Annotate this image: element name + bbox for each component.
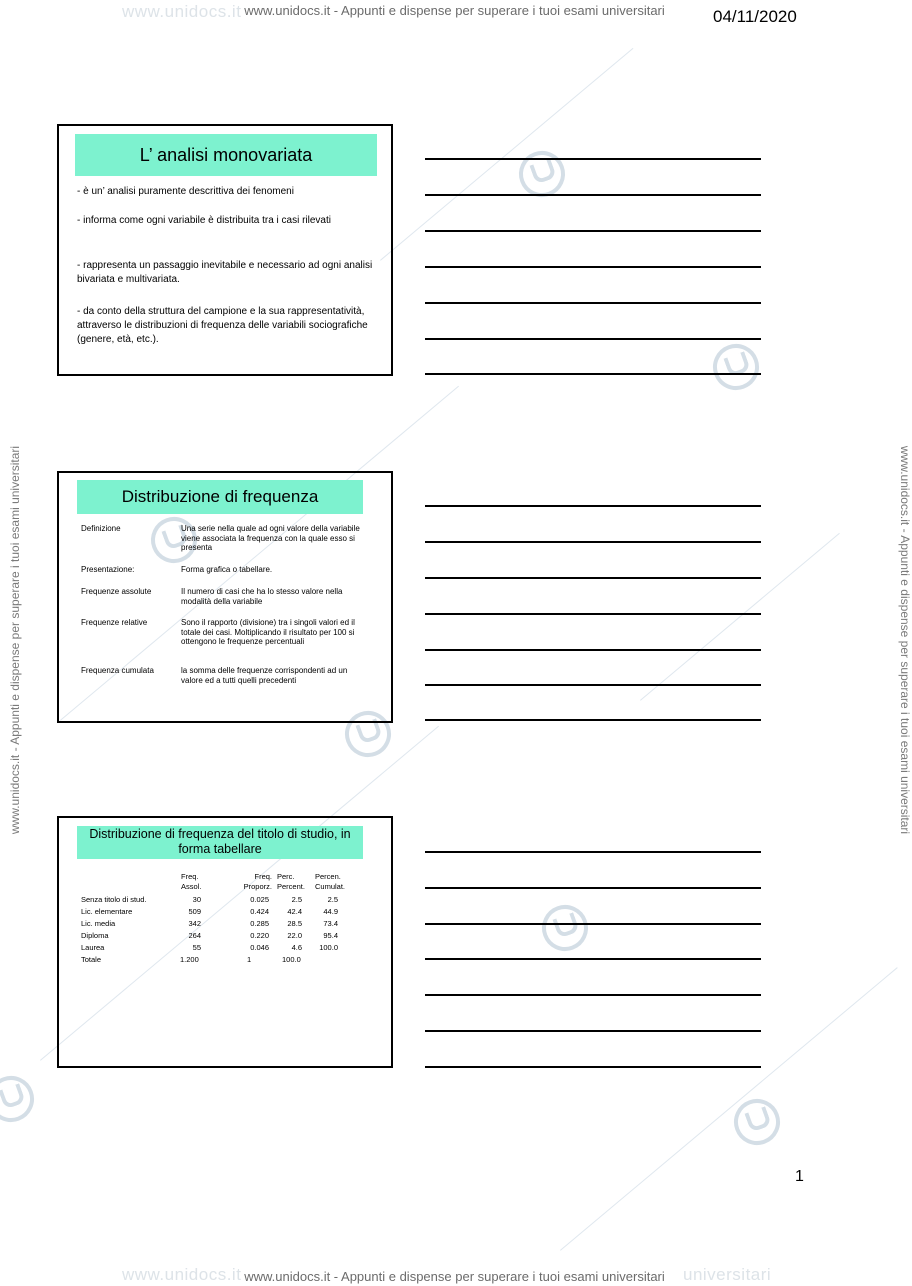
header-line: Perc. [277,872,295,881]
note-line [425,613,761,615]
note-line [425,158,761,160]
note-line [425,541,761,543]
header-line: Freq. [181,872,199,881]
cell-perc: 28.5 [287,919,302,928]
cell-perc: 22.0 [287,931,302,940]
note-line [425,851,761,853]
note-line [425,719,761,721]
watermark-logo-icon [707,338,766,397]
header-line: Assol. [181,882,202,891]
row-label: Senza titolo di stud. [81,895,147,904]
definition-term: Frequenze assolute [81,587,152,596]
definition-term: Frequenze relative [81,618,148,627]
cell-abs: 509 [188,907,201,916]
cell-perc: 2.5 [291,895,302,904]
watermark-line [640,533,840,701]
watermark-header: www.unidocs.it - Appunti e dispense per superare i tuoi esami universitari [244,3,665,18]
slide-3 [57,816,393,1068]
note-line [425,373,761,375]
watermark-side-right: www.unidocs.it - Appunti e dispense per superare i tuoi esami universitari [898,445,912,835]
cell-prop: 0.424 [250,907,269,916]
cell-prop: 0.046 [250,943,269,952]
note-line [425,230,761,232]
row-label: Diploma [81,931,109,940]
cell-perc: 42.4 [287,907,302,916]
page-number: 1 [795,1168,804,1185]
slide-2-title: Distribuzione di frequenza [77,480,363,514]
note-line [425,266,761,268]
cell-cum: 44.9 [323,907,338,916]
note-line [425,577,761,579]
watermark-ghost: www.unidocs.it [122,1265,242,1284]
cell-abs: 30 [192,895,201,904]
cell-cum: 95.4 [323,931,338,940]
row-label: Totale [81,955,102,964]
watermark-footer: www.unidocs.it - Appunti e dispense per superare i tuoi esami universitari [244,1269,665,1284]
definition-text: Una serie nella quale ad ogni valore della variabile viene associata la frequenza con la quale esso si presenta [181,524,360,552]
bullet-item: - informa come ogni variabile è distribuita tra i casi rilevati [77,215,331,226]
table-header [277,872,305,892]
note-line [425,505,761,507]
cell-prop: 0.285 [250,919,269,928]
note-line [425,338,761,340]
watermark-line [560,967,898,1251]
note-line [425,649,761,651]
definition-text: la somma delle frequenze corrispondenti ad un valore ed a tutti quelli precedenti [181,666,348,685]
watermark-logo-icon [536,899,595,958]
header-line: Percen. [315,872,341,881]
note-line [425,194,761,196]
header-line: Percent. [277,882,305,891]
cell-abs: 55 [192,943,201,952]
cell-abs: 342 [188,919,201,928]
slide-1-title: L’ analisi monovariata [75,134,377,176]
cell-cum: 73.4 [323,919,338,928]
cell-cum: 100.0 [319,943,338,952]
note-line [425,1030,761,1032]
header-line: Proporz. [243,882,272,891]
row-label: Laurea [81,943,105,952]
cell-prop: 0.025 [250,895,269,904]
cell-prop: 1 [247,955,252,964]
watermark-side-left: www.unidocs.it - Appunti e dispense per superare i tuoi esami universitari [8,445,22,835]
definition-text: Forma grafica o tabellare. [181,565,273,574]
definition-text: Sono il rapporto (divisione) tra i singoli valori ed il totale dei casi. Moltiplicando il risultato per 100 si ottengono le frequenze percentuali [181,618,355,646]
slide-2 [57,471,393,723]
print-date: 04/11/2020 [713,7,797,26]
row-label: Lic. media [81,919,116,928]
definition-text: Il numero di casi che ha lo stesso valore nella modalità della variabile [181,587,343,606]
table-header [234,872,272,892]
watermark-ghost: universitari [683,1265,772,1284]
header-line: Cumulat. [315,882,346,891]
cell-abs: 264 [188,931,201,940]
note-line [425,958,761,960]
watermark-logo-icon [0,1070,40,1129]
note-line [425,302,761,304]
cell-perc: 4.6 [291,943,302,952]
watermark-ghost: www.unidocs.it [122,2,242,21]
bullet-item: - rappresenta un passaggio inevitabile e necessario ad ogni analisi bivariata e multivariata. [77,260,373,285]
table-header [315,872,345,892]
note-line [425,923,761,925]
cell-cum: 2.5 [327,895,338,904]
note-line [425,1066,761,1068]
slide-3-title: Distribuzione di frequenza del titolo di studio, in forma tabellare [77,826,363,859]
note-line [425,994,761,996]
header-line: Freq. [254,872,272,881]
definition-term: Definizione [81,524,121,533]
slide-1 [57,124,393,376]
bullet-item: - è un’ analisi puramente descrittiva dei fenomeni [77,186,294,197]
table-header [181,872,201,892]
note-line [425,887,761,889]
note-line [425,684,761,686]
watermark-line [380,48,633,261]
cell-perc: 100.0 [282,955,301,964]
row-label: Lic. elementare [81,907,133,916]
definition-term: Frequenza cumulata [81,666,154,675]
definition-term: Presentazione: [81,565,135,574]
bullet-item: - da conto della struttura del campione e la sua rappresentatività, attraverso le distribuzioni di frequenza delle variabili sociografiche (genere, età, etc.). [77,306,368,345]
cell-abs: 1.200 [180,955,199,964]
cell-prop: 0.220 [250,931,269,940]
